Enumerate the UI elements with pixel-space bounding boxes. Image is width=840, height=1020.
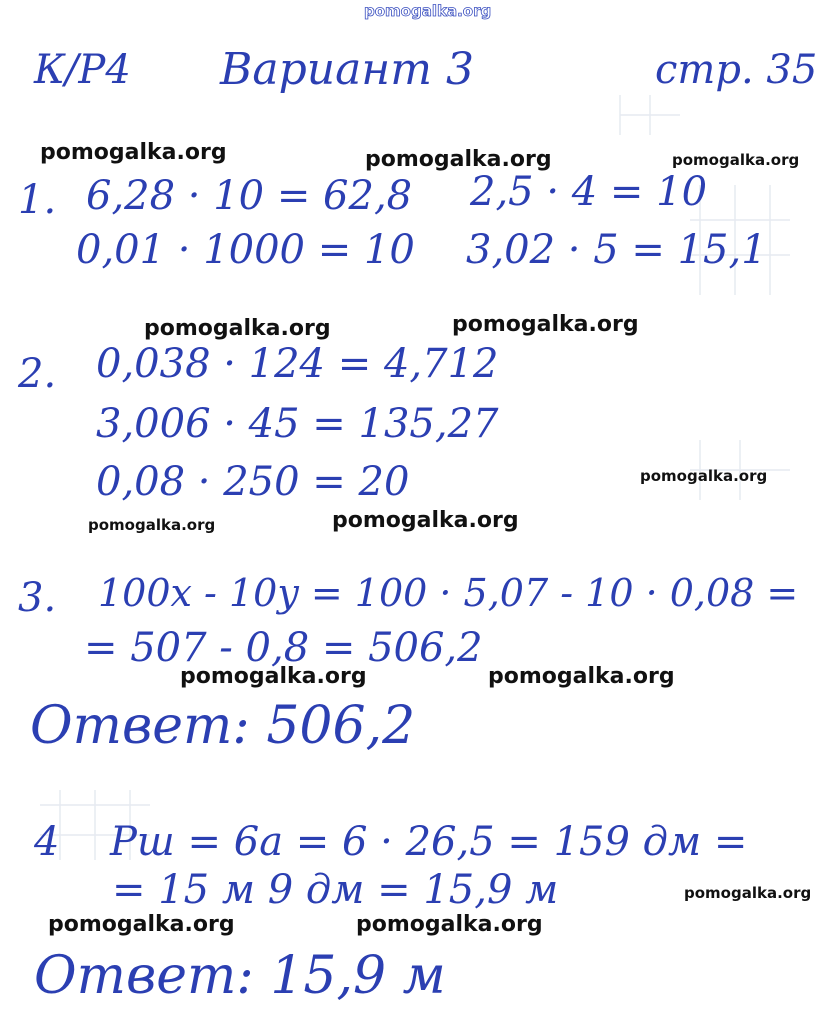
task3-line2: = 507 - 0,8 = 506,2 (84, 625, 483, 671)
task4-line1: Pш = 6a = 6 · 26,5 = 159 дм = (110, 819, 748, 865)
watermark: pomogalka.org (48, 912, 235, 937)
watermark: pomogalka.org (640, 467, 768, 485)
task4-line2: = 15 м 9 дм = 15,9 м (112, 867, 559, 913)
task4-answer: Ответ: 15,9 м (34, 946, 446, 1006)
header-page-number: стр. 35 (655, 47, 818, 93)
watermark: pomogalka.org (488, 664, 675, 689)
watermark: pomogalka.org (332, 508, 519, 533)
watermark: pomogalka.org (452, 312, 639, 337)
watermark: pomogalka.org (144, 316, 331, 341)
task4-number: 4 (34, 819, 60, 865)
task2-line1: 0,038 · 124 = 4,712 (96, 341, 499, 387)
task1-line1-right: 2,5 · 4 = 10 (470, 169, 708, 215)
task1-line2-left: 0,01 · 1000 = 10 (76, 227, 415, 273)
watermark: pomogalka.org (684, 884, 812, 902)
task3-answer: Ответ: 506,2 (30, 696, 416, 756)
task3-line1: 100x - 10y = 100 · 5,07 - 10 · 0,08 = (98, 571, 799, 615)
watermark: pomogalka.org (88, 516, 216, 534)
header-test-number: К/Р4 (34, 47, 131, 93)
watermark: pomogalka.org (40, 140, 227, 165)
watermark: pomogalka.org (365, 147, 552, 172)
watermark: pomogalka.org (180, 664, 367, 689)
task1-number: 1. (18, 177, 57, 223)
task1-line2-right: 3,02 · 5 = 15,1 (466, 227, 767, 273)
header-variant: Вариант 3 (220, 44, 474, 95)
task2-line3: 0,08 · 250 = 20 (96, 459, 410, 505)
task3-number: 3. (18, 575, 57, 621)
watermark: pomogalka.org (672, 151, 800, 169)
watermark-top: pomogalka.org (364, 2, 492, 20)
task2-number: 2. (18, 351, 57, 397)
watermark: pomogalka.org (356, 912, 543, 937)
task1-line1-left: 6,28 · 10 = 62,8 (86, 173, 413, 219)
task2-line2: 3,006 · 45 = 135,27 (96, 401, 499, 447)
